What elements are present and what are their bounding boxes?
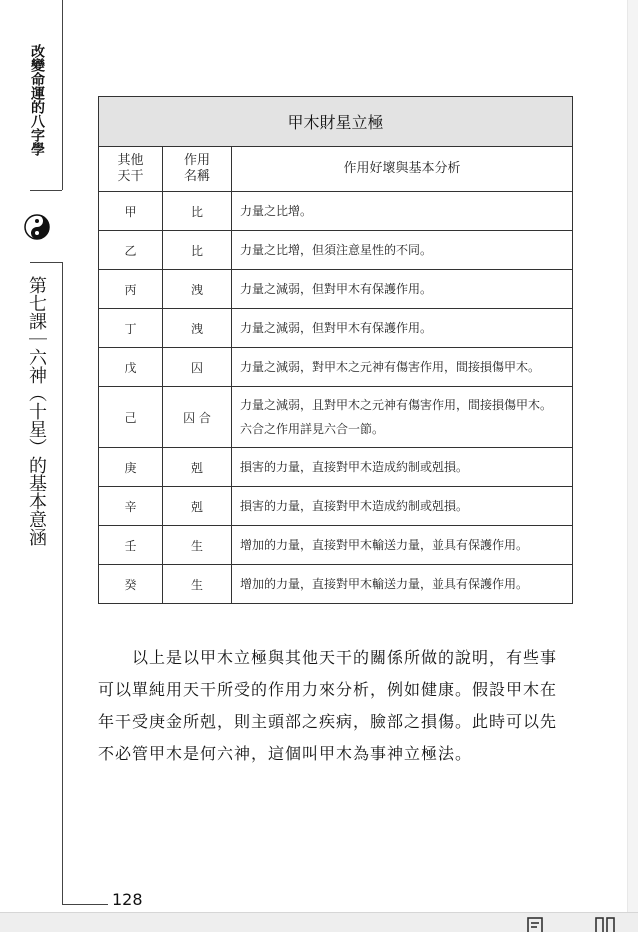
table-row bbox=[99, 387, 573, 448]
effect-cell: 洩 bbox=[163, 270, 232, 309]
margin-rule-divider bbox=[30, 190, 62, 191]
page-number-rule bbox=[62, 904, 108, 905]
analysis-line: 損害的力量，直接對甲木造成約制或剋損。 bbox=[240, 499, 469, 513]
effect-cell: 剋 bbox=[163, 448, 232, 487]
table-body bbox=[99, 192, 573, 604]
analysis-cell bbox=[232, 565, 573, 604]
table-row bbox=[99, 192, 573, 231]
paragraph-line: 以上是以甲木立極與其他天干的關係所做的說明，有些事 bbox=[132, 648, 558, 667]
stem-cell: 癸 bbox=[99, 565, 163, 604]
analysis-line: 力量之減弱，且對甲木之元神有傷害作用，間接損傷甲木。 bbox=[240, 398, 553, 412]
margin-rule-bottom bbox=[62, 262, 63, 904]
margin-rule-top bbox=[62, 0, 63, 190]
two-page-view-icon[interactable] bbox=[594, 917, 616, 932]
effect-cell: 生 bbox=[163, 565, 232, 604]
analysis-line: 力量之比增。 bbox=[240, 204, 313, 218]
effect-cell: 囚 bbox=[163, 348, 232, 387]
stem-cell: 丙 bbox=[99, 270, 163, 309]
analysis-line: 增加的力量，直接對甲木輸送力量，並具有保護作用。 bbox=[240, 538, 529, 552]
analysis-cell bbox=[232, 487, 573, 526]
analysis-cell bbox=[232, 348, 573, 387]
analysis-line: 增加的力量，直接對甲木輸送力量，並具有保護作用。 bbox=[240, 577, 529, 591]
analysis-cell bbox=[232, 270, 573, 309]
analysis-cell bbox=[232, 192, 573, 231]
stem-cell: 壬 bbox=[99, 526, 163, 565]
table-row bbox=[99, 565, 573, 604]
stem-cell: 乙 bbox=[99, 231, 163, 270]
stem-relations-table bbox=[98, 96, 573, 604]
page-number: 128 bbox=[112, 890, 143, 909]
table-title: 甲木財星立極 bbox=[99, 97, 573, 147]
viewer-toolbar bbox=[0, 912, 638, 932]
table-row bbox=[99, 309, 573, 348]
stem-cell: 戊 bbox=[99, 348, 163, 387]
paragraph-line: 可以單純用天干所受的作用力來分析，例如健康。假設甲木在 bbox=[98, 680, 558, 699]
paragraph-line: 年干受庚金所剋，則主頭部之疾病，臉部之損傷。此時可以先 bbox=[98, 712, 558, 731]
table-row bbox=[99, 487, 573, 526]
table-row bbox=[99, 270, 573, 309]
analysis-cell bbox=[232, 448, 573, 487]
analysis-line: 力量之比增，但須注意星性的不同。 bbox=[240, 243, 433, 257]
effect-cell: 比 bbox=[163, 231, 232, 270]
table-header-row bbox=[99, 147, 573, 192]
body-paragraph bbox=[98, 642, 578, 770]
effect-cell: 剋 bbox=[163, 487, 232, 526]
stem-cell: 丁 bbox=[99, 309, 163, 348]
analysis-line: 力量之減弱，但對甲木有保護作用。 bbox=[240, 282, 433, 296]
analysis-line: 力量之減弱，對甲木之元神有傷害作用，間接損傷甲木。 bbox=[240, 360, 541, 374]
margin-rule-divider-2 bbox=[30, 262, 62, 263]
effect-cell: 生 bbox=[163, 526, 232, 565]
stem-cell: 己 bbox=[99, 387, 163, 448]
document-view-icon[interactable] bbox=[524, 917, 546, 932]
analysis-cell bbox=[232, 526, 573, 565]
effect-cell: 比 bbox=[163, 192, 232, 231]
stem-cell: 甲 bbox=[99, 192, 163, 231]
table-row bbox=[99, 448, 573, 487]
header-analysis: 作用好壞與基本分析 bbox=[232, 147, 573, 192]
table-row bbox=[99, 348, 573, 387]
effect-cell: 囚 合 bbox=[163, 387, 232, 448]
analysis-cell bbox=[232, 231, 573, 270]
stem-cell: 辛 bbox=[99, 487, 163, 526]
analysis-line: 六合之作用詳見六合一節。 bbox=[240, 422, 385, 436]
analysis-cell bbox=[232, 309, 573, 348]
book-title: 改變命運的八字學 bbox=[29, 44, 45, 156]
analysis-line: 損害的力量，直接對甲木造成約制或剋損。 bbox=[240, 460, 469, 474]
paragraph-line: 不必管甲木是何六神，這個叫甲木為事神立極法。 bbox=[98, 744, 473, 763]
header-other-stems: 其他天干 bbox=[99, 147, 163, 192]
chapter-title: 第七課｜六神（十星）的基本意涵 bbox=[26, 276, 47, 546]
scrollbar[interactable] bbox=[627, 0, 638, 912]
analysis-cell bbox=[232, 387, 573, 448]
header-effect-name: 作用名稱 bbox=[163, 147, 232, 192]
stem-cell: 庚 bbox=[99, 448, 163, 487]
analysis-line: 力量之減弱，但對甲木有保護作用。 bbox=[240, 321, 433, 335]
table-row bbox=[99, 231, 573, 270]
yin-yang-icon bbox=[24, 214, 50, 240]
table-row bbox=[99, 526, 573, 565]
effect-cell: 洩 bbox=[163, 309, 232, 348]
